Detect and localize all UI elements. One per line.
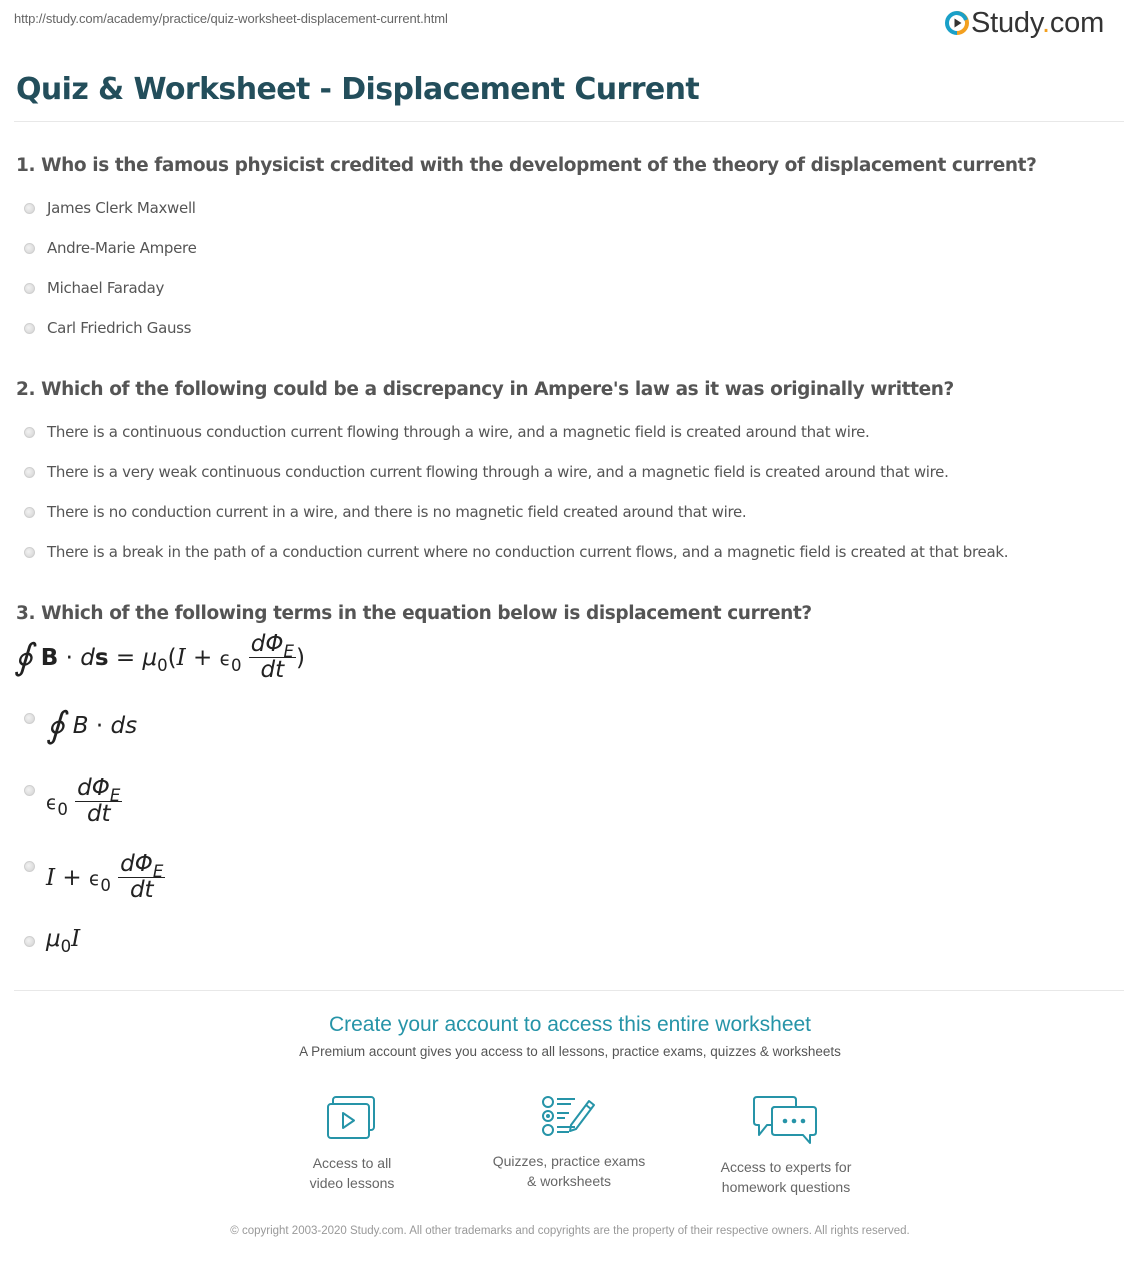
copyright-notice: © copyright 2003-2020 Study.com. All other trademarks and copyrights are the property of their respective owners. All rights reserved. [230, 1225, 910, 1237]
premium-description: A Premium account gives you access to all lessons, practice exams, quizzes & worksheets [299, 1044, 841, 1059]
page-title: Quiz & Worksheet - Displacement Current [16, 72, 700, 107]
study-com-logo[interactable] [945, 8, 1104, 38]
radio-button[interactable] [24, 467, 35, 478]
feature-quizzes: Quizzes, practice exams & worksheets [469, 1095, 669, 1191]
radio-button[interactable] [24, 547, 35, 558]
option-total-current-term: $I + \epsilon_0$ $\frac{d\Phi_E}{dt}$ [46, 851, 164, 904]
logo-wordmark: Study.com [971, 7, 1105, 39]
question-1-option-1[interactable]: James Clerk Maxwell [24, 199, 196, 217]
question-2-option-1[interactable]: There is a continuous conduction current flowing through a wire, and a magnetic field is created around that wire. [24, 423, 870, 441]
radio-button[interactable] [24, 203, 35, 214]
option-displacement-term: $\epsilon_0$ $\frac{d\Phi_E}{dt}$ [46, 775, 121, 828]
option-closed-integral-b-ds: ∮ B · ds [46, 705, 138, 746]
radio-button[interactable] [24, 507, 35, 518]
feature-experts: Access to experts for homework questions [686, 1095, 886, 1197]
feature-video-lessons: Access to all video lessons [252, 1095, 452, 1193]
option-mu0-i: $\mu_0I$ [46, 926, 81, 956]
question-1-text: 1. Who is the famous physicist credited with the development of the theory of displacement current? [16, 155, 1037, 176]
page-url: http://study.com/academy/practice/quiz-worksheet-displacement-current.html [14, 11, 448, 26]
video-lessons-icon [326, 1095, 378, 1141]
header-divider [14, 121, 1124, 122]
radio-button[interactable] [24, 936, 35, 947]
play-circle-logo-icon [945, 11, 969, 35]
radio-button[interactable] [24, 713, 35, 724]
question-3-text: 3. Which of the following terms in the equation below is displacement current? [16, 603, 812, 624]
radio-button[interactable] [24, 243, 35, 254]
chat-bubbles-icon [753, 1095, 819, 1145]
question-1-option-2[interactable]: Andre-Marie Ampere [24, 239, 197, 257]
question-2-text: 2. Which of the following could be a discrepancy in Ampere's law as it was originally written? [16, 379, 954, 400]
question-2-option-2[interactable]: There is a very weak continuous conduction current flowing through a wire, and a magnetic field is created around that wire. [24, 463, 949, 481]
radio-button[interactable] [24, 427, 35, 438]
question-2-option-3[interactable]: There is no conduction current in a wire, and there is no magnetic field created around that wire. [24, 503, 746, 521]
radio-button[interactable] [24, 785, 35, 796]
radio-button[interactable] [24, 323, 35, 334]
radio-button[interactable] [24, 283, 35, 294]
question-1-option-4[interactable]: Carl Friedrich Gauss [24, 319, 191, 337]
ampere-maxwell-equation: ∮ B · ds = $\mu_0(I + \epsilon_0$ $\frac{d\Phi_E}{dt}$ ) [14, 631, 305, 684]
create-account-link[interactable]: Create your account to access this entire worksheet [328, 1013, 812, 1036]
radio-button[interactable] [24, 861, 35, 872]
question-1-option-3[interactable]: Michael Faraday [24, 279, 164, 297]
section-divider [14, 990, 1124, 991]
quiz-checklist-icon [541, 1095, 597, 1139]
question-2-option-4[interactable]: There is a break in the path of a conduction current where no conduction current flows, and a magnetic field is created at that break. [24, 543, 1008, 561]
